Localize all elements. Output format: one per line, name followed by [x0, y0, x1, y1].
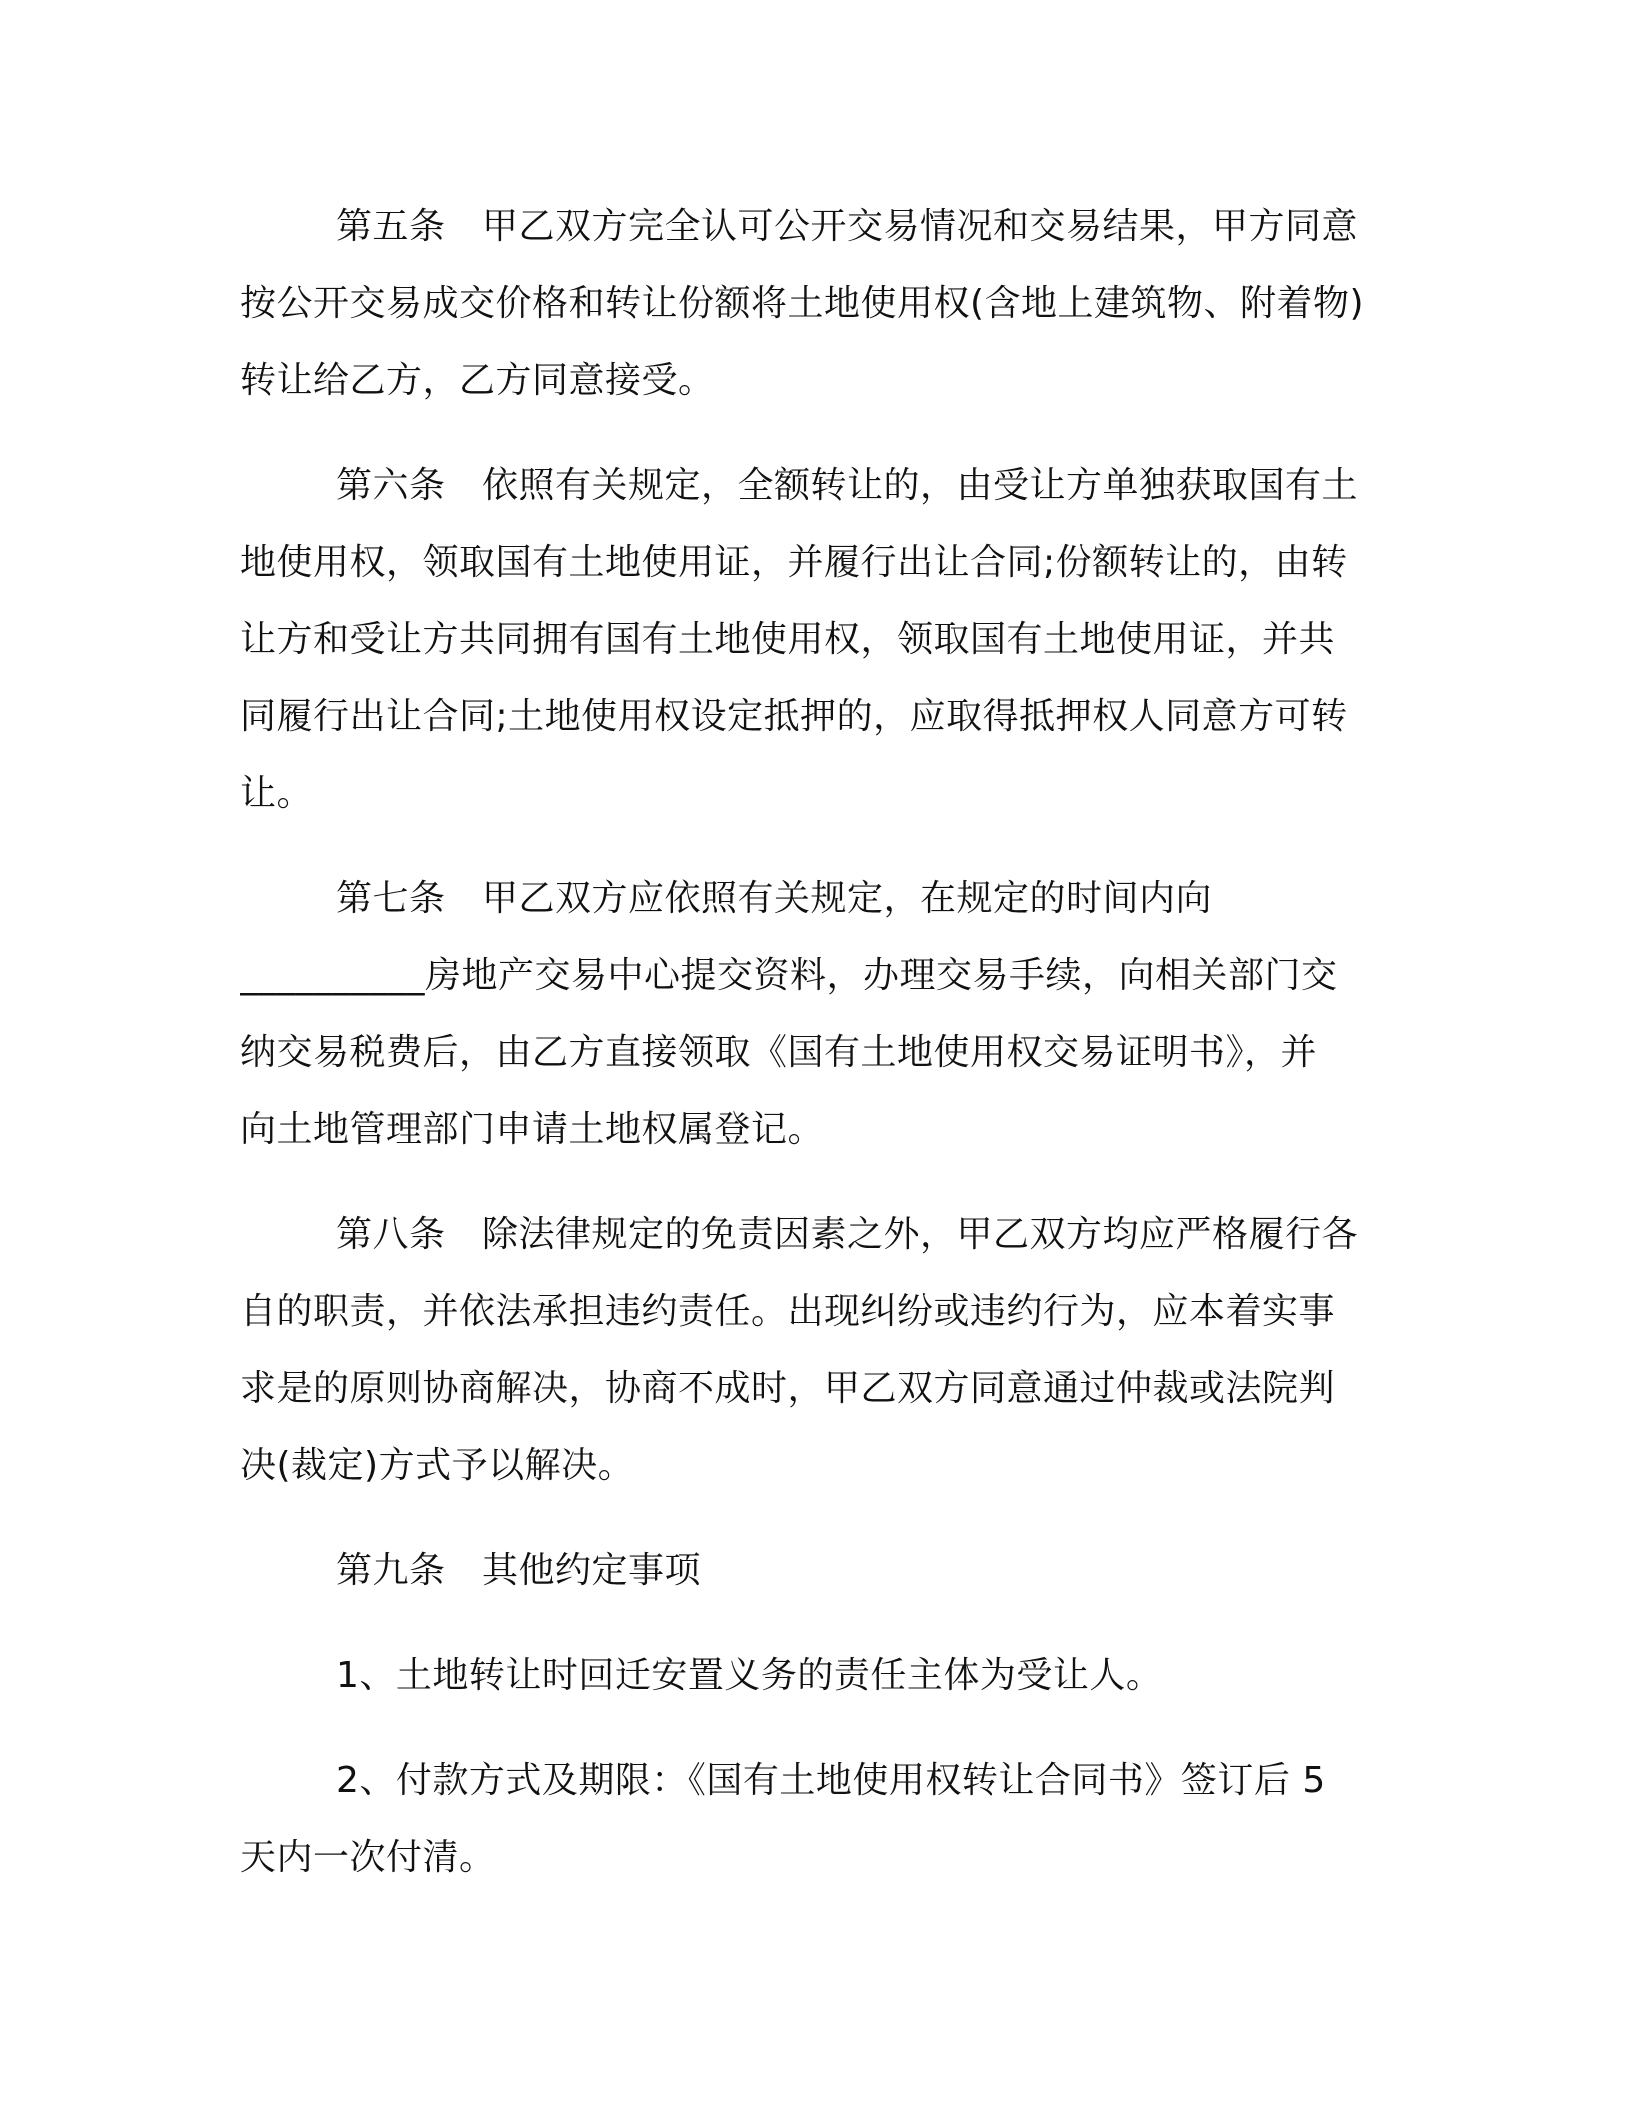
document-body: [240, 188, 1380, 1924]
paragraph-line: 求是的原则协商解决，协商不成时，甲乙双方同意通过仲裁或法院判: [240, 1368, 1336, 1409]
article-8-paragraph: [240, 1196, 1380, 1504]
paragraph-line: 让方和受让方共同拥有国有土地使用权，领取国有土地使用证，并共: [240, 619, 1336, 660]
paragraph-line: 第九条 其他约定事项: [336, 1550, 702, 1591]
paragraph-line: 1、土地转让时回迁安置义务的责任主体为受让人。: [336, 1655, 1163, 1696]
paragraph-line: 让。: [240, 773, 314, 814]
paragraph-line: 第五条 甲乙双方完全认可公开交易情况和交易结果，甲方同意: [336, 206, 1359, 247]
paragraph-line: 第七条 甲乙双方应依照有关规定，在规定的时间内向: [336, 878, 1213, 919]
paragraph-line: 2、付款方式及期限：《国有土地使用权转让合同书》签订后 5: [336, 1760, 1326, 1801]
paragraph-line: 转让给乙方，乙方同意接受。: [240, 360, 715, 401]
paragraph-line: 按公开交易成交价格和转让份额将土地使用权(含地上建筑物、附着物): [240, 283, 1365, 324]
paragraph-line: __________房地产交易中心提交资料，办理交易手续，向相关部门交: [240, 955, 1338, 996]
article-6-paragraph: [240, 447, 1380, 832]
article-7-paragraph: [240, 860, 1380, 1168]
item-2-paragraph: [240, 1742, 1380, 1896]
paragraph-line: 自的职责，并依法承担违约责任。出现纠纷或违约行为，应本着实事: [240, 1291, 1336, 1332]
item-1-paragraph: [240, 1637, 1380, 1714]
article-9-paragraph: [240, 1532, 1380, 1609]
article-5-paragraph: [240, 188, 1380, 419]
paragraph-line: 天内一次付清。: [240, 1837, 496, 1878]
paragraph-line: 纳交易税费后，由乙方直接领取《国有土地使用权交易证明书》，并: [240, 1032, 1318, 1073]
paragraph-line: 向土地管理部门申请土地权属登记。: [240, 1109, 825, 1150]
paragraph-line: 决(裁定)方式予以解决。: [240, 1445, 635, 1486]
paragraph-line: 第八条 除法律规定的免责因素之外，甲乙双方均应严格履行各: [336, 1214, 1359, 1255]
paragraph-line: 第六条 依照有关规定，全额转让的，由受让方单独获取国有土: [336, 465, 1359, 506]
paragraph-line: 地使用权，领取国有土地使用证，并履行出让合同;份额转让的，由转: [240, 542, 1348, 583]
paragraph-line: 同履行出让合同;土地使用权设定抵押的，应取得抵押权人同意方可转: [240, 696, 1348, 737]
